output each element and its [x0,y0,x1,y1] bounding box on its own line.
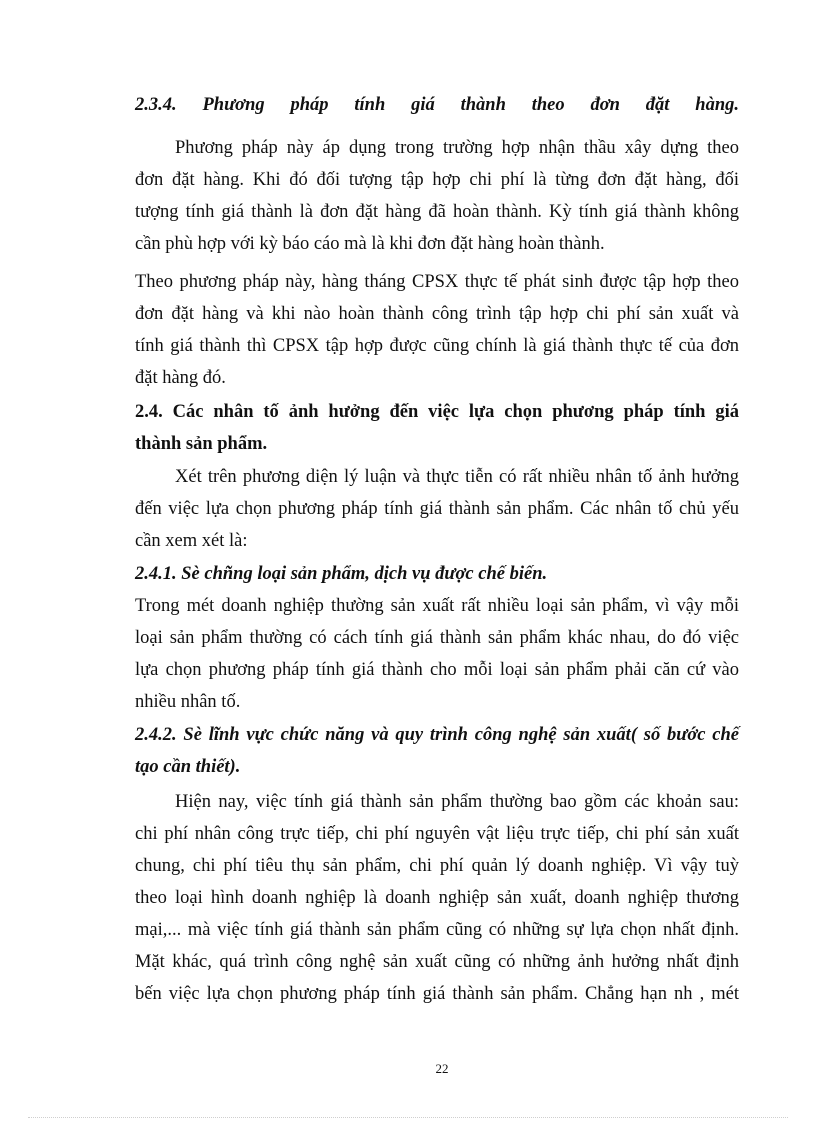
paragraph-line: đến việc lựa chọn phương pháp tính giá thành sản phẩm. Các nhân tố chủ yếu [135,499,739,519]
paragraph-line: lựa chọn phương pháp tính giá thành cho mỗi loại sản phẩm phải căn cứ vào [135,660,739,680]
paragraph-line: tính giá thành thì CPSX tập hợp được cũng chính là giá thành thực tế của đơn [135,336,739,356]
paragraph-line: tượng tính giá thành là đơn đặt hàng đã hoàn thành. Kỳ tính giá thành không [135,202,739,222]
paragraph-line: đơn đặt hàng. Khi đó đối tượng tập hợp chi phí là từng đơn đặt hàng, đối [135,170,739,190]
section-2-4-1-heading: 2.4.1. Sè chñng loại sản phẩm, dịch vụ được chế biến. [135,564,548,584]
section-2-4-heading: 2.4. Các nhân tố ảnh hưởng đến việc lựa chọn phương pháp tính giá [135,402,739,422]
paragraph-line: đặt hàng đó. [135,368,226,388]
page-bottom-divider [28,1117,788,1118]
paragraph-line: mại,... mà việc tính giá thành sản phẩm cũng có những sự lựa chọn nhất định. [135,920,739,940]
paragraph-line: Phương pháp này áp dụng trong trường hợp nhận thầu xây dựng theo [175,138,739,158]
page-number: 22 [435,1061,449,1076]
section-2-3-4-heading: 2.3.4. Phương pháp tính giá thành theo đơn đặt hàng. [135,95,739,115]
paragraph-line: Theo phương pháp này, hàng tháng CPSX thực tế phát sinh được tập hợp theo [135,272,739,292]
paragraph-line: cần phù hợp với kỳ báo cáo mà là khi đơn đặt hàng hoàn thành. [135,234,605,254]
paragraph-line: cần xem xét là: [135,531,248,551]
paragraph-line: Hiện nay, việc tính giá thành sản phẩm thường bao gồm các khoản sau: [175,792,739,812]
paragraph-line: chung, chi phí tiêu thụ sản phẩm, chi phí quản lý doanh nghiệp. Vì vậy tuỳ [135,856,739,876]
section-2-4-heading: thành sản phẩm. [135,434,268,454]
paragraph-line: Xét trên phương diện lý luận và thực tiễn có rất nhiều nhân tố ảnh hưởng [175,467,739,487]
paragraph-line: theo loại hình doanh nghiệp là doanh nghiệp sản xuất, doanh nghiệp thương [135,888,739,908]
paragraph-line: Trong mét doanh nghiệp thường sản xuất rất nhiều loại sản phẩm, vì vậy mỗi [135,596,739,616]
paragraph-line: đơn đặt hàng và khi nào hoàn thành công trình tập hợp chi phí sản xuất và [135,304,739,324]
paragraph-line: bến việc lựa chọn phương pháp tính giá thành sản phẩm. Chẳng hạn nh , mét [135,984,739,1004]
section-2-4-2-heading: 2.4.2. Sè lĩnh vực chức năng và quy trình công nghệ sản xuất( số bước chế [135,725,739,745]
paragraph-line: loại sản phẩm thường có cách tính giá thành sản phẩm khác nhau, do đó việc [135,628,739,648]
section-2-4-2-heading: tạo cần thiết). [135,757,241,777]
paragraph-line: nhiều nhân tố. [135,692,241,712]
paragraph-line: Mặt khác, quá trình công nghệ sản xuất cũng có những ảnh hưởng nhất định [135,952,739,972]
paragraph-line: chi phí nhân công trực tiếp, chi phí nguyên vật liệu trực tiếp, chi phí sản xuất [135,824,739,844]
